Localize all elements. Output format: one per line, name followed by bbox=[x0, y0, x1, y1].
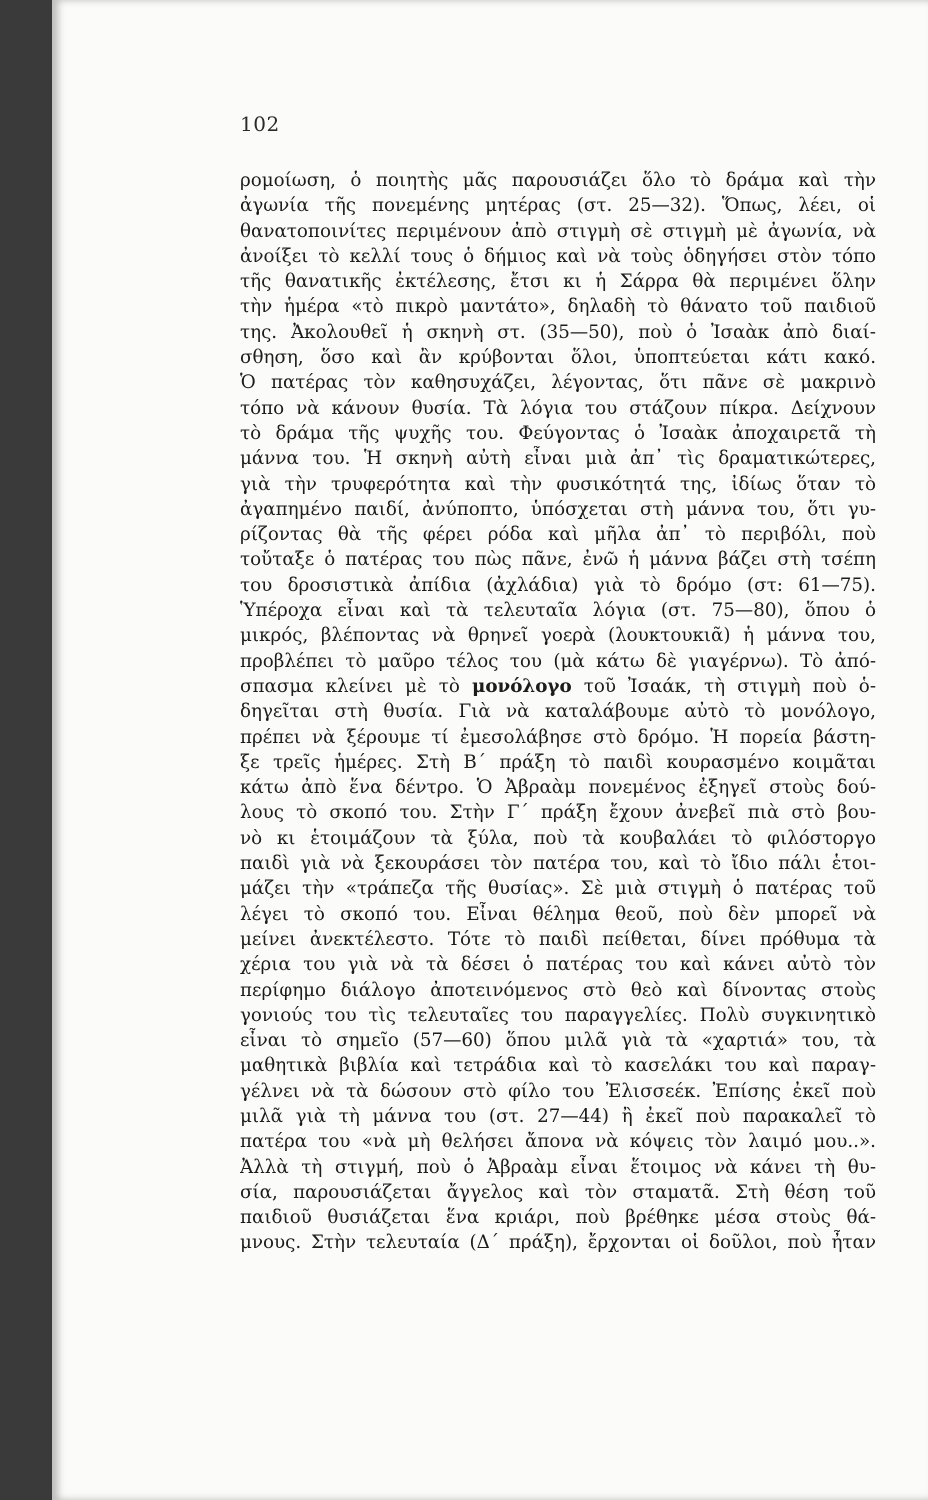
text-line: γονιούς του τὶς τελευταῖες του παραγγελίες. Πολὺ συγκινητικὸ bbox=[240, 1004, 876, 1026]
text-line: ἀγωνία τῆς πονεμένης μητέρας (στ. 25—32). Ὅπως, λέει, οἱ bbox=[240, 195, 876, 217]
text-line: περίφημο διάλογο ἀποτεινόμενος στὸ θεὸ καὶ δίνοντας στοὺς bbox=[240, 979, 876, 1001]
text-line: παιδιοῦ θυσιάζεται ἕνα κριάρι, ποὺ βρέθηκε μέσα στοὺς θά- bbox=[240, 1207, 876, 1229]
text-line: νὸ κι ἑτοιμάζουν τὰ ξύλα, ποὺ τὰ κουβαλάει τὸ φιλόστοργο bbox=[240, 827, 876, 849]
text-line: θανατοποινίτες περιμένουν ἀπὸ στιγμὴ σὲ στιγμὴ μὲ ἀγωνία, νὰ bbox=[240, 220, 876, 242]
text-line bbox=[240, 674, 876, 699]
scanner-border bbox=[0, 0, 52, 1500]
text-line: γέλνει νὰ τὰ δώσουν στὸ φίλο του Ἐλισσεέκ. Ἐπίσης ἐκεῖ ποὺ bbox=[240, 1080, 876, 1102]
text-line: εἶναι τὸ σημεῖο (57—60) ὅπου μιλᾶ γιὰ τὰ «χαρτιά» του, τὰ bbox=[240, 1030, 876, 1052]
text-line: μαθητικὰ βιβλία καὶ τετράδια καὶ τὸ κασελάκι του καὶ παραγ- bbox=[240, 1055, 876, 1077]
text-segment: σπασμα κλείνει μὲ τὸ bbox=[240, 675, 472, 697]
text-line: τοὔταξε ὁ πατέρας του πὼς πᾶνε, ἐνῶ ἡ μάννα βάζει στὴ τσέπη bbox=[240, 549, 876, 571]
text-line: σθηση, ὅσο καὶ ἂν κρύβονται ὅλοι, ὑποπτεύεται κάτι κακό. bbox=[240, 347, 876, 369]
page-number: 102 bbox=[240, 112, 280, 136]
text-line: τῆς θανατικῆς ἐκτέλεσης, ἔτσι κι ἡ Σάρρα θὰ περιμένει ὅλην bbox=[240, 271, 876, 293]
text-line: τὴν ἡμέρα «τὸ πικρὸ μαντάτο», δηλαδὴ τὸ θάνατο τοῦ παιδιοῦ bbox=[240, 296, 876, 318]
book-page bbox=[52, 0, 928, 1500]
text-line bbox=[240, 1256, 876, 1281]
text-line: μικρός, βλέποντας νὰ θρηνεῖ γοερὰ (λουκτουκιᾶ) ἡ μάννα του, bbox=[240, 625, 876, 647]
text-segment: τοῦ Ἰσαάκ, τὴ στιγμὴ ποὺ ὁ- bbox=[571, 675, 876, 697]
text-line: ἀγαπημένο παιδί, ἀνύποπτο, ὑπόσχεται στὴ μάννα του, ὅτι γυ- bbox=[240, 498, 876, 520]
text-line: πατέρα του «νὰ μὴ θελήσει ἄπονα νὰ κόψεις τὸν λαιμό μου..». bbox=[240, 1131, 876, 1153]
text-line: Ἀλλὰ τὴ στιγμή, ποὺ ὁ Ἀβραὰμ εἶναι ἕτοιμος νὰ κάνει τὴ θυ- bbox=[240, 1156, 876, 1178]
text-line: πρέπει νὰ ξέρουμε τί ἐμεσολάβησε στὸ δρόμο. Ἡ πορεία βάστη- bbox=[240, 726, 876, 748]
text-line: προβλέπει τὸ μαῦρο τέλος του (μὰ κάτω δὲ γιαγέρνω). Τὸ ἀπό- bbox=[240, 650, 876, 672]
text-line: της. Ἀκολουθεῖ ἡ σκηνὴ στ. (35—50), ποὺ ὁ Ἰσαὰκ ἀπὸ διαί- bbox=[240, 321, 876, 343]
text-line: κάτω ἀπὸ ἕνα δέντρο. Ὁ Ἀβραὰμ πονεμένος ἐξηγεῖ στοὺς δού- bbox=[240, 777, 876, 799]
body-text bbox=[240, 168, 876, 1306]
text-line bbox=[240, 1281, 876, 1306]
text-line: μείνει ἀνεκτέλεστο. Τότε τὸ παιδὶ πείθεται, δίνει πρόθυμα τὰ bbox=[240, 928, 876, 950]
text-line: παιδὶ γιὰ νὰ ξεκουράσει τὸν πατέρα του, καὶ τὸ ἴδιο πάλι ἑτοι- bbox=[240, 853, 876, 875]
text-line: μιλᾶ γιὰ τὴ μάννα του (στ. 27—44) ἢ ἐκεῖ ποὺ παρακαλεῖ τὸ bbox=[240, 1105, 876, 1127]
text-line: λους τὸ σκοπό του. Στὴν Γ΄ πράξη ἔχουν ἀνεβεῖ πιὰ στὸ βου- bbox=[240, 802, 876, 824]
text-line: μάννα του. Ἡ σκηνὴ αὐτὴ εἶναι μιὰ ἀπ᾽ τὶς δραματικώτερες, bbox=[240, 448, 876, 470]
text-line: ρίζοντας θὰ τῆς φέρει ρόδα καὶ μῆλα ἀπ᾽ τὸ περιβόλι, ποὺ bbox=[240, 524, 876, 546]
text-line: χέρια του γιὰ νὰ τὰ δέσει ὁ πατέρας του καὶ κάνει αὐτὸ τὸν bbox=[240, 954, 876, 976]
text-line: ρομοίωση, ὁ ποιητὴς μᾶς παρουσιάζει ὅλο τὸ δράμα καὶ τὴν bbox=[240, 170, 876, 191]
text-line: μνους. Στὴν τελευταία (Δ΄ πράξη), ἔρχονται οἱ δοῦλοι, ποὺ ἦταν bbox=[240, 1232, 876, 1254]
text-line: σία, παρουσιάζεται ἄγγελος καὶ τὸν σταματᾶ. Στὴ θέση τοῦ bbox=[240, 1181, 876, 1203]
text-line: μάζει τὴν «τράπεζα τῆς θυσίας». Σὲ μιὰ στιγμὴ ὁ πατέρας τοῦ bbox=[240, 878, 876, 900]
text-line: τὸ δράμα τῆς ψυχῆς του. Φεύγοντας ὁ Ἰσαὰκ ἀποχαιρετᾶ τὴ bbox=[240, 422, 876, 444]
text-line: ἀνοίξει τὸ κελλί τους ὁ δήμιος καὶ νὰ τοὺς ὁδηγήσει στὸν τόπο bbox=[240, 245, 876, 267]
text-line: του δροσιστικὰ ἀπίδια (ἀχλάδια) γιὰ τὸ δρόμο (στ: 61—75). bbox=[240, 574, 876, 596]
text-line: Ὁ πατέρας τὸν καθησυχάζει, λέγοντας, ὅτι πᾶνε σὲ μακρινὸ bbox=[240, 372, 876, 394]
text-line: λέγει τὸ σκοπό του. Εἶναι θέλημα θεοῦ, ποὺ δὲν μπορεῖ νὰ bbox=[240, 903, 876, 925]
bold-term: μονόλογο bbox=[471, 675, 572, 697]
text-line: δηγεῖται στὴ θυσία. Γιὰ νὰ καταλάβουμε αὐτὸ τὸ μονόλογο, bbox=[240, 701, 876, 723]
text-line: τόπο νὰ κάνουν θυσία. Τὰ λόγια του στάζουν πίκρα. Δείχνουν bbox=[240, 397, 876, 419]
text-line: ξε τρεῖς ἡμέρες. Στὴ Β΄ πράξη τὸ παιδὶ κουρασμένο κοιμᾶται bbox=[240, 751, 876, 773]
text-line: Ὑπέροχα εἶναι καὶ τὰ τελευταῖα λόγια (στ. 75—80), ὅπου ὁ bbox=[240, 600, 876, 622]
text-line: γιὰ τὴν τρυφερότητα καὶ τὴν φυσικότητά της, ἰδίως ὅταν τὸ bbox=[240, 473, 876, 495]
